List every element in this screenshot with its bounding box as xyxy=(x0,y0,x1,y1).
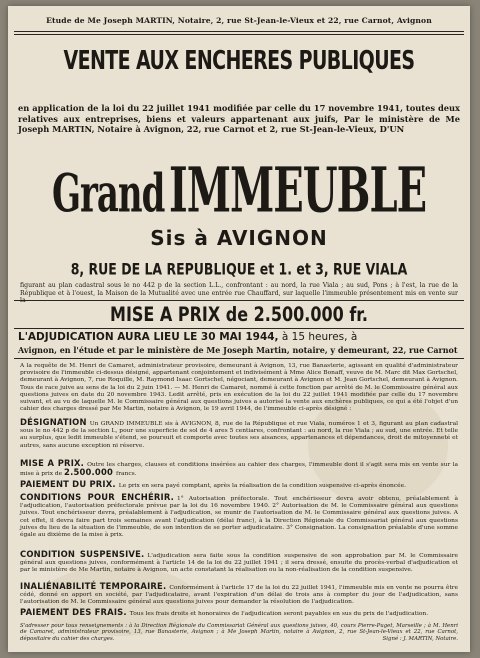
footer-signature: Signé : J. MARTIN, Notaire. xyxy=(382,635,458,642)
mise-a-prix-unit: francs. xyxy=(116,471,137,478)
cadastre-paragraph: figurant au plan cadastral sous le no 442 p de la section L.L., confrontant : au nord, la rue Viala ; au sud, Pons ; à l'est, la rue de la République et à l'ouest, la Maison de la Mutualité avec une entrée rue Chauffard, sur laquelle l'immeuble présentement mis en vente sur la xyxy=(20,282,458,305)
mise-a-prix-text: Outre les charges, clauses et conditions insérées au cahier des charges, l'immeuble dont il s'agit sera mis en vente sur la mise à prix de xyxy=(20,462,458,478)
inalienabilite-label: INALIÉNABILITÉ TEMPORAIRE. xyxy=(20,581,167,591)
address-heading: 8, RUE DE LA REPUBLIQUE et 1. et 3, RUE VIALA xyxy=(70,259,408,279)
adjudication-time: à 15 heures, à xyxy=(281,331,358,343)
footer-text: S'adresser pour tous renseignements : à la Direction Régionale du Commissariat Général aux questions juives, 40, cours Pierre-Puget, Marseille ; à M. Henri de Camaret, administrateur provisoire, 13, rue Banasterie, Avignon ; à Me Joseph Martin, notaire à Avignon, 2, rue St-Jean-le-Vieux et 22, rue Carnot, dépositaire du cahier des charges. xyxy=(20,623,458,642)
adjudication-place: Avignon, en l'étude et par le ministère de Me Joseph Martin, notaire, y demeurant, 22, rue Carnot xyxy=(18,345,458,355)
footer-notice xyxy=(20,623,458,642)
paiement-text: Le prix en sera payé comptant, après la réalisation de la condition suspensive ci-après énoncée. xyxy=(118,483,406,489)
paiement-frais-section xyxy=(20,609,458,618)
condition-suspensive-text: L'adjudication sera faite sous la condition suspensive de son approbation par M. le Commissaire général aux questions juives, conformément à l'article 14 de la loi du 22 juillet 1941 ; il sera dressé, ensuite du procès-verbal d'adjudication et par le ministère de Me Martin, notaire à Avignon, un acte constatant la réalisation ou la non-réalisation de la condition suspensive. xyxy=(20,553,459,574)
mise-a-prix-section xyxy=(20,460,458,478)
condition-suspensive-label: CONDITION SUSPENSIVE. xyxy=(20,549,145,559)
inalienabilite-text: Conformément à l'article 17 de la loi du 22 juillet 1941, l'immeuble mis en vente ne pourra être cédé, donné en apport en société, par l'adjudicataire, avant l'expiration d'un délai de trois ans à compter du jour de l'adjudication, sans l'autorisation de M. le Commissaire général aux questions juives pour demander la résolution de l'adjudication. xyxy=(20,585,458,606)
header-rule xyxy=(14,31,464,32)
requete-paragraph: A la requête de M. Henri de Camaret, administrateur provisoire, demeurant à Avignon, 13, rue Banasterie, agissant en qualité d'administrateur provisoire de l'immeuble ci-dessus désigné, appartenant conjointement et indivisément à Mme Alice Bonaff, veuve de M. Marc dit Max Gortschel, demeurant à Avignon, 7, rue Roquille, M. Raymond Isaac Gortschel, négociant, demeurant à Avignon et M. Jean Gortschel, demeurant à Avignon. Tous de race juive au sens de la loi du 2 juin 1941. — M. Henri de Camaret, nommé à cette fonction par arrêté de M. le Commissaire général aux questions juives en date du 20 novembre 1943. Ledit arrêté, pris en exécution de la loi du 22 juillet 1941 modifiée par celle du 17 novembre suivant, et au vu de laquelle M. le Commissaire général aux questions juives a autorisé la vente aux enchères publiques, ce qui a été l'objet d'un cahier des charges dressé par Me Martin, notaire à Avignon, le 19 avril 1944, de l'immeuble ci-après désigné : xyxy=(20,363,458,413)
grand-word: Grand xyxy=(51,163,165,226)
price-rule xyxy=(14,328,464,329)
conditions-text: 1° Autorisation préfectorale. Tout enchérisseur devra avoir obtenu, préalablement à l'adjudication, l'autorisation préfectorale prévue par la loi du 16 novembre 1940. 2° Autorisation de M. le Commissaire général aux questions juives. Tout enchérisseur devra, préalablement à l'adjudication, se munir de l'autorisation de M. le Commissaire général aux questions juives. A cet effet, il devra faire part trois semaines avant l'adjudication (délai franc), à la Direction Régionale du Commissariat général aux questions juives du lieu de la situation de l'immeuble, de son intention de se porter adjudicataire. 3° Consignation. La consignation préalable d'une somme égale au dixième de la mise à prix. xyxy=(20,496,458,539)
mise-a-prix-label: MISE A PRIX. xyxy=(20,458,85,468)
designation-label: DÉSIGNATION xyxy=(20,417,87,427)
grand-immeuble-heading xyxy=(8,154,470,227)
adjudication-date xyxy=(18,331,462,343)
poster-title: VENTE AUX ENCHERES PUBLIQUES xyxy=(63,46,415,76)
adjudication-date-bold: L'ADJUDICATION AURA LIEU LE 30 MAI 1944, xyxy=(18,331,279,343)
price-rule xyxy=(14,300,464,301)
immeuble-word: IMMEUBLE xyxy=(169,154,427,227)
starting-price: MISE A PRIX de 2.500.000 fr. xyxy=(110,303,368,326)
paiement-frais-label: PAIEMENT DES FRAIS. xyxy=(20,607,127,617)
auction-poster xyxy=(8,6,470,652)
paiement-frais-text: Tous les frais droits et honoraires de l'adjudication seront payables en sus du prix de l'adjudication. xyxy=(129,611,429,617)
paiement-label: PAIEMENT DU PRIX. xyxy=(20,479,116,489)
designation-text: Un GRAND IMMEUBLE sis à AVIGNON, 8, rue de la République et rue Viala, numéros 1 et 3, figurant au plan cadastral sous le no 442 p de la section L, pour une superficie de sol de 4 ares 5 centiares, confrontant : au nord, la rue Viala ; au sud, une entrée. Et telle au surplus, que ledit immeuble s'étend, se poursuit et comporte avec toutes ses aisances, appartenances et dépendances, droit de mitoyenneté et autres, sans aucune exception ni réserve. xyxy=(20,421,458,449)
notary-header: Etude de Me Joseph MARTIN, Notaire, 2, rue St-Jean-le-Vieux et 22, rue Carnot, Avignon xyxy=(46,16,432,25)
intro-paragraph: en application de la loi du 22 juillet 1941 modifiée par celle du 17 novembre 1941, toutes deux relatives aux entreprises, biens et valeurs appartenant aux juifs, Par le ministère de Me Joseph MARTIN, Notaire à Avignon, 22, rue Carnot et 2, rue St-Jean-le-Vieux, D'UN xyxy=(18,103,461,134)
conditions-label: CONDITIONS POUR ENCHÉRIR. xyxy=(20,492,175,502)
location-heading: Sis à AVIGNON xyxy=(150,226,328,250)
condition-suspensive-section xyxy=(20,551,458,575)
inalienabilite-section xyxy=(20,583,458,607)
mise-a-prix-amount: 2.500.000 xyxy=(64,467,114,478)
paiement-section xyxy=(20,481,458,490)
section-rule xyxy=(14,358,464,359)
conditions-section xyxy=(20,494,458,539)
header-rule xyxy=(14,34,464,35)
designation-section xyxy=(20,419,458,450)
